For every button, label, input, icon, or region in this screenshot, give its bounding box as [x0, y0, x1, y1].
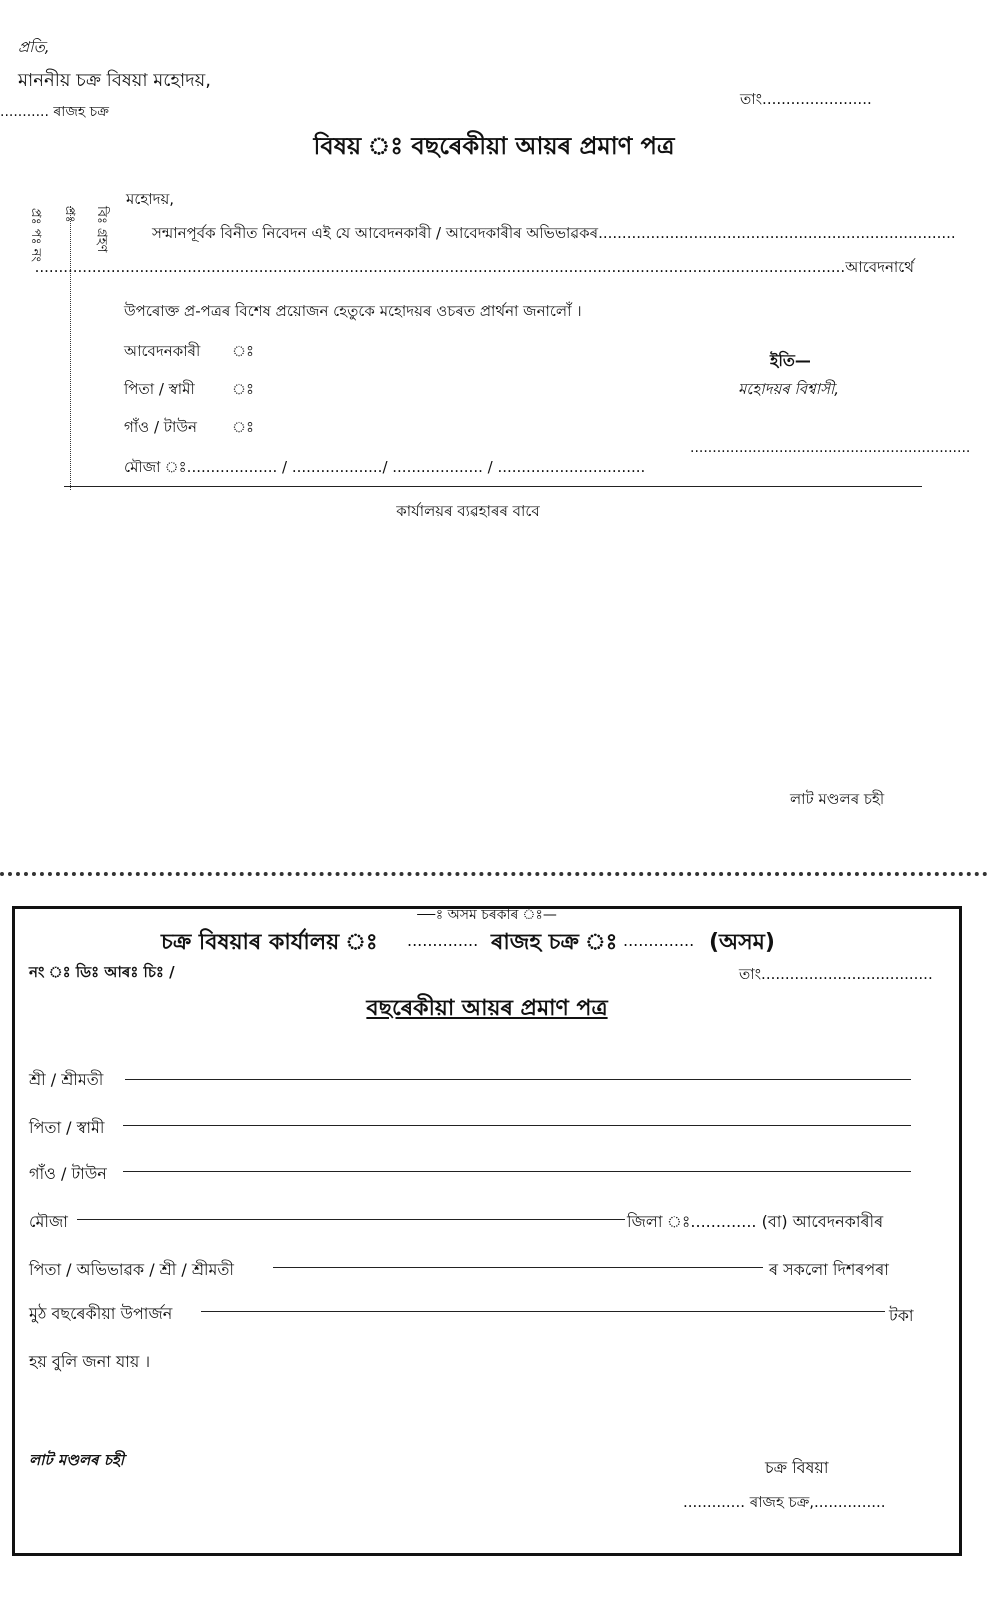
cut-line	[0, 872, 988, 876]
yours-faithfully: মহোদয়ৰ বিশ্বাসী,	[738, 380, 840, 398]
side-divider	[70, 206, 71, 490]
known-text: হয় বুলি জনা যায় ।	[29, 1352, 151, 1371]
father-husband-label: পিতা / স্বামী	[29, 1118, 105, 1137]
income-line	[201, 1311, 885, 1312]
district-label: জিলা ঃ............. (বা) আবেদনকাৰীৰ	[627, 1212, 884, 1231]
name-line	[125, 1079, 911, 1080]
village-town-line	[123, 1171, 911, 1172]
applicant-sep: ঃ	[232, 342, 255, 360]
addressee: মাননীয় চক্ৰ বিষয়া মহোদয়,	[18, 70, 211, 91]
state-label: (অসম)	[709, 930, 775, 955]
certificate-box	[12, 906, 962, 1556]
signature-dots: ...............................................................	[690, 440, 971, 456]
salutation: মহোদয়,	[126, 190, 175, 208]
office-divider	[64, 486, 922, 487]
office-dots-b[interactable]: ..............	[623, 931, 695, 950]
father-label: পিতা / স্বামী	[124, 380, 195, 398]
iti-label: ইতি—	[770, 351, 811, 370]
father-husband-line	[123, 1125, 911, 1126]
applicant-label: আবেদনকাৰী	[124, 342, 201, 360]
side-label-2: প্ৰঃ	[62, 206, 77, 223]
circle-officer-label: চক্ৰ বিষয়া	[765, 1458, 829, 1477]
mouza-line-cert	[77, 1219, 625, 1220]
circle-footer: ............. ৰাজহ চক্ৰ,...............	[683, 1493, 886, 1511]
lot-mandal-signature-top: লাট মণ্ডলৰ চহী	[790, 790, 885, 808]
office-line-a: চক্ৰ বিষয়াৰ কাৰ্যালয় ঃ	[161, 930, 378, 955]
date-field[interactable]: তাং.......................	[740, 90, 872, 108]
body-line-2-text: ..........................................................................................................................................................................আবেদনাৰ্থে	[34, 258, 914, 276]
certificate-date[interactable]: তাং....................................	[739, 965, 933, 983]
village-label: গাঁও / টাউন	[124, 418, 197, 436]
subject-heading: বিষয় ঃ বছৰেকীয়া আয়ৰ প্ৰমাণ পত্ৰ	[313, 132, 675, 160]
mouza-line: মৌজা ঃ................... / .................../ ................... / ...............................	[124, 458, 646, 476]
income-end: টকা	[889, 1306, 914, 1325]
body-line-3: উপৰোক্ত প্ৰ-পত্ৰৰ বিশেষ প্ৰয়োজন হেতুকে মহোদয়ৰ ওচৰত প্ৰাৰ্থনা জনালোঁ ।	[124, 302, 582, 320]
guardian-label: পিতা / অভিভাৱক / শ্ৰী / শ্ৰীমতী	[29, 1260, 235, 1279]
to-label: প্ৰতি,	[18, 38, 50, 56]
revenue-circle-line: ........... ৰাজহ চক্ৰ	[0, 104, 109, 120]
number-label: নং ঃ ডিঃ আৰঃ চিঃ /	[29, 963, 175, 981]
name-label: শ্ৰী / শ্ৰীমতী	[29, 1070, 104, 1089]
office-use-label: কাৰ্যালয়ৰ ব্যৱহাৰৰ বাবে	[396, 502, 540, 520]
office-line-b: ৰাজহ চক্ৰ ঃ	[491, 930, 618, 955]
side-label-1: প্ৰঃ পঃ নং	[28, 208, 43, 263]
father-sep: ঃ	[232, 380, 255, 398]
village-town-label: গাঁও / টাউন	[29, 1164, 107, 1183]
govt-header: —ঃ অসম চৰকাৰ ঃ—	[417, 907, 557, 923]
side-label-3: বিঃ গ্ৰহণ	[94, 206, 109, 253]
village-sep: ঃ	[232, 418, 255, 436]
body-line-1: সন্মানপূৰ্বক বিনীত নিবেদন এই যে আবেদনকাৰী / আবেদকাৰীৰ অভিভাৱকৰ...........................................................................	[152, 224, 956, 242]
mouza-label: মৌজা	[29, 1212, 68, 1231]
certificate-title: বছৰেকীয়া আয়ৰ প্ৰমাণ পত্ৰ	[366, 996, 608, 1021]
office-dots-a[interactable]: ..............	[407, 931, 479, 950]
guardian-line	[273, 1267, 763, 1268]
income-label: মুঠ বছৰেকীয়া উপাৰ্জন	[29, 1304, 173, 1323]
guardian-end: ৰ সকলো দিশৰপৰা	[769, 1260, 889, 1279]
body-line-2	[34, 256, 914, 281]
lot-mandal-signature-cert: লাট মণ্ডলৰ চহী	[29, 1451, 125, 1469]
